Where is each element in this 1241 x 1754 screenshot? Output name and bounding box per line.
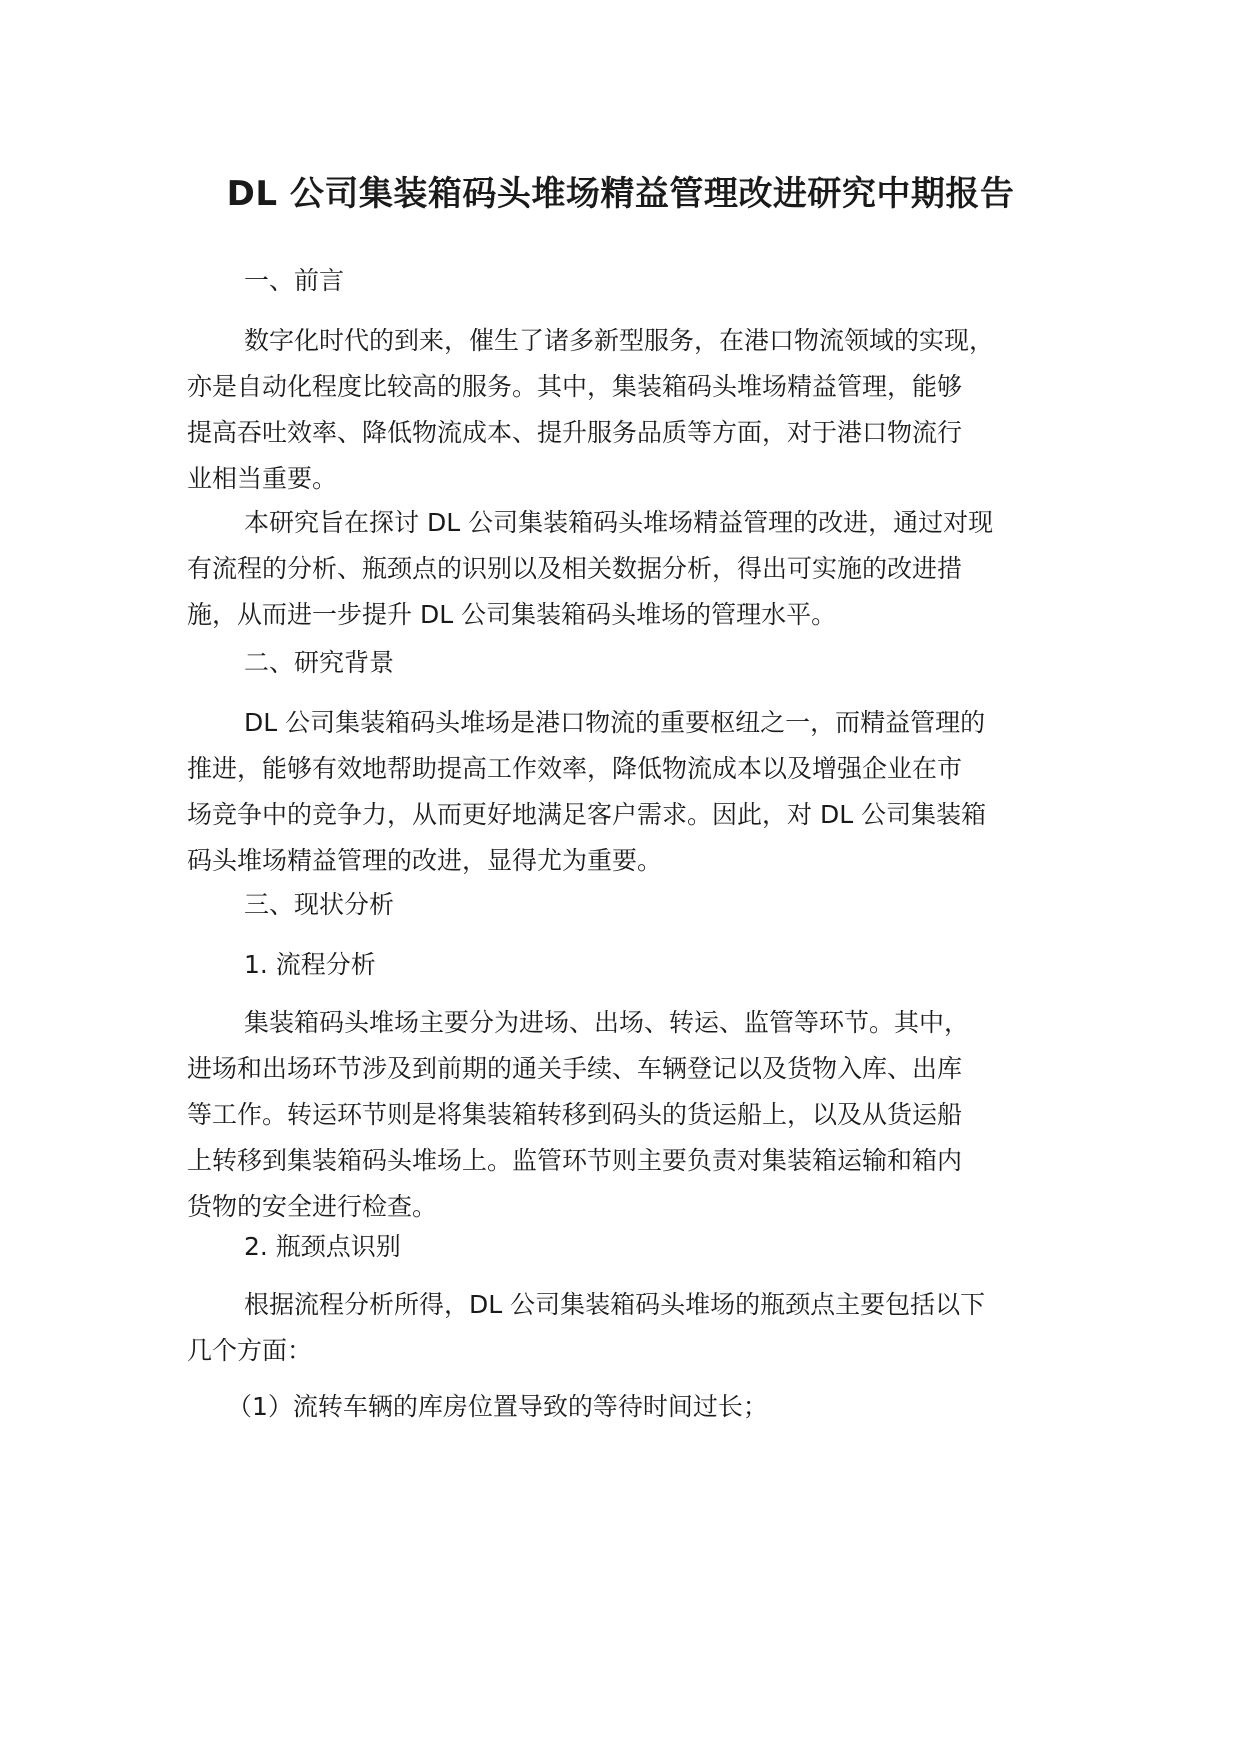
section-heading-background: 二、研究背景: [244, 648, 395, 677]
subsection-heading-bottleneck: 2. 瓶颈点识别: [244, 1232, 401, 1261]
document-title: DL 公司集装箱码头堆场精益管理改进研究中期报告: [226, 174, 1015, 214]
subsection-heading-process: 1. 流程分析: [244, 950, 376, 979]
section-heading-analysis: 三、现状分析: [244, 890, 395, 919]
paragraph-background: DL 公司集装箱码头堆场是港口物流的重要枢纽之一，而精益管理的 推进，能够有效地帮助提高工作效率，降低物流成本以及增强企业在市 场竞争中的竞争力，从而更好地满足客户需求。因此，对 DL 公司集装箱 码头堆场精益管理的改进，显得尤为重要。: [187, 708, 987, 875]
paragraph-preface-2: 本研究旨在探讨 DL 公司集装箱码头堆场精益管理的改进，通过对现 有流程的分析、瓶颈点的识别以及相关数据分析，得出可实施的改进措 施，从而进一步提升 DL 公司集装箱码头堆场的管理水平。: [187, 508, 994, 629]
paragraph-bottleneck: 根据流程分析所得，DL 公司集装箱码头堆场的瓶颈点主要包括以下 几个方面：: [187, 1290, 986, 1365]
paragraph-preface-1: 数字化时代的到来，催生了诸多新型服务，在港口物流领域的实现， 亦是自动化程度比较高的服务。其中，集装箱码头堆场精益管理，能够 提高吞吐效率、降低物流成本、提升服务品质等方面，对于港口物流行 业相当重要。: [187, 326, 995, 493]
list-item-bottleneck-1: （1）流转车辆的库房位置导致的等待时间过长；: [227, 1392, 768, 1421]
section-heading-preface: 一、前言: [244, 266, 345, 295]
paragraph-process: 集装箱码头堆场主要分为进场、出场、转运、监管等环节。其中， 进场和出场环节涉及到前期的通关手续、车辆登记以及货物入库、出库 等工作。转运环节则是将集装箱转移到码头的货运船上，以及从货运船 上转移到集装箱码头堆场上。监管环节则主要负责对集装箱运输和箱内 货物的安全进行检查。: [187, 1008, 970, 1221]
